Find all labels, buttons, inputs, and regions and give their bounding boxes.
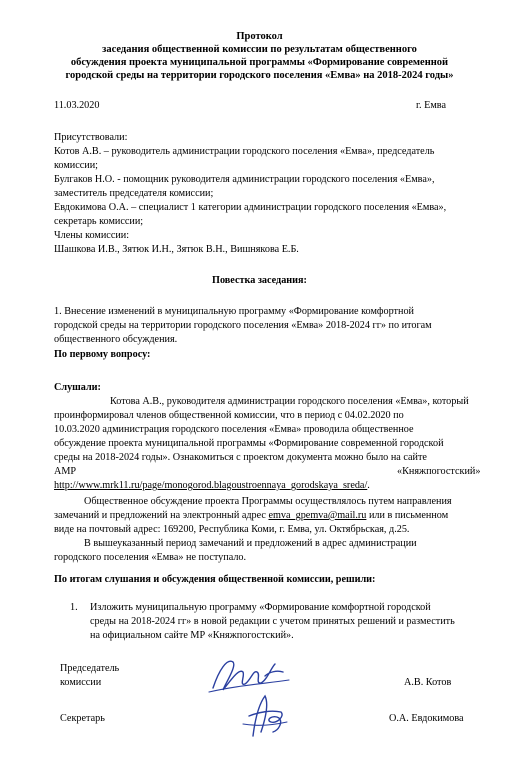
- document-subtitle-line: заседания общественной комиссии по результатам общественного: [102, 44, 417, 55]
- document-place: г. Емва: [416, 100, 446, 111]
- attendee-line: секретарь комиссии;: [54, 216, 144, 227]
- hearing-line: проинформировал членов общественной комиссии, что в период с 04.02.2020 по: [54, 410, 404, 421]
- hearing-line: Котова А.В., руководителя администрации городского поселения «Емва», который: [110, 396, 469, 407]
- attendee-line: заместитель председателя комиссии;: [54, 188, 214, 199]
- decision-item-line: на официальном сайте МР «Княжпогостский».: [90, 630, 294, 641]
- email-link[interactable]: emva_gpemva@mail.ru: [268, 510, 367, 521]
- decision-item-number: 1.: [70, 602, 78, 613]
- hearing-line: В вышеуказанный период замечаний и предложений в адрес администрации: [84, 538, 417, 549]
- hearing-link-line: [54, 479, 370, 492]
- agenda-item-line: городской среды на территории городского поселения «Емва» 2018-2024 гг» по итогам: [54, 320, 432, 331]
- hearing-email-line: [54, 509, 448, 522]
- hearing-line: виде на почтовый адрес: 169200, Республика Коми, г. Емва, ул. Октябрьская, д.25.: [54, 524, 410, 535]
- members-heading: Члены комиссии:: [54, 230, 130, 241]
- attendees-heading: Присутствовали:: [54, 132, 128, 143]
- hearing-text: или в письменном: [366, 510, 449, 521]
- attendee-line: комиссии;: [54, 160, 99, 171]
- document-title: Протокол: [236, 31, 283, 42]
- members-list: Шашкова И.В., Зятюк И.Н., Зятюк В.Н., Вишнякова Е.Б.: [54, 244, 299, 255]
- first-question-heading: По первому вопросу:: [54, 349, 151, 360]
- chair-label: комиссии: [60, 677, 102, 688]
- hearing-line: обсуждение проекта муниципальной программы «Формирование современной городской: [54, 438, 444, 449]
- hearing-heading: Слушали:: [54, 382, 101, 393]
- hearing-text: замечаний и предложений на электронный адрес: [54, 510, 269, 521]
- chair-label: Председатель: [60, 663, 120, 674]
- hearing-line: «Княжпогостский»: [397, 466, 481, 477]
- document-subtitle-line: городской среды на территории городского поселения «Емва» на 2018-2024 годы»: [65, 70, 454, 81]
- chair-name: А.В. Котов: [404, 677, 452, 688]
- decision-item-line: среды на 2018-2024 гг» в новой редакции с учетом принятых решений и разместить: [90, 616, 455, 627]
- decision-heading: По итогам слушания и обсуждения общественной комиссии, решили:: [54, 574, 376, 585]
- hearing-line: АМР: [54, 466, 77, 477]
- hearing-line: 10.03.2020 администрация городского поселения «Емва» проводила общественное: [54, 424, 414, 435]
- attendee-line: Евдокимова О.А. – специалист 1 категории администрации городского поселения «Емва»,: [54, 202, 447, 213]
- decision-item-line: Изложить муниципальную программу «Формирование комфортной городской: [90, 602, 431, 613]
- secretary-signature: [235, 690, 295, 742]
- link-period: .: [367, 480, 370, 491]
- agenda-item-line: общественного обсуждения.: [54, 334, 178, 345]
- hearing-line: Общественное обсуждение проекта Программы осуществлялось путем направления: [84, 496, 452, 507]
- hearing-line: среды на 2018-2024 годы». Ознакомиться с проектом документа можно было на сайте: [54, 452, 427, 463]
- program-link[interactable]: http://www.mrk11.ru/page/monogorod.blagoustroennaya_gorodskaya_sreda/: [54, 480, 368, 491]
- hearing-line: городского поселения «Емва» не поступало.: [54, 552, 247, 563]
- document-date: 11.03.2020: [54, 100, 100, 111]
- agenda-heading: Повестка заседания:: [212, 275, 307, 286]
- agenda-item-line: 1. Внесение изменений в муниципальную программу «Формирование комфортной: [54, 306, 415, 317]
- attendee-line: Котов А.В. – руководитель администрации городского поселения «Емва», председатель: [54, 146, 435, 157]
- document-subtitle-line: обсуждения проекта муниципальной программы «Формирование современной: [70, 57, 449, 68]
- secretary-label: Секретарь: [60, 713, 105, 724]
- attendee-line: Булгаков Н.О. - помощник руководителя администрации городского поселения «Емва»,: [54, 174, 435, 185]
- secretary-name: О.А. Евдокимова: [389, 713, 464, 724]
